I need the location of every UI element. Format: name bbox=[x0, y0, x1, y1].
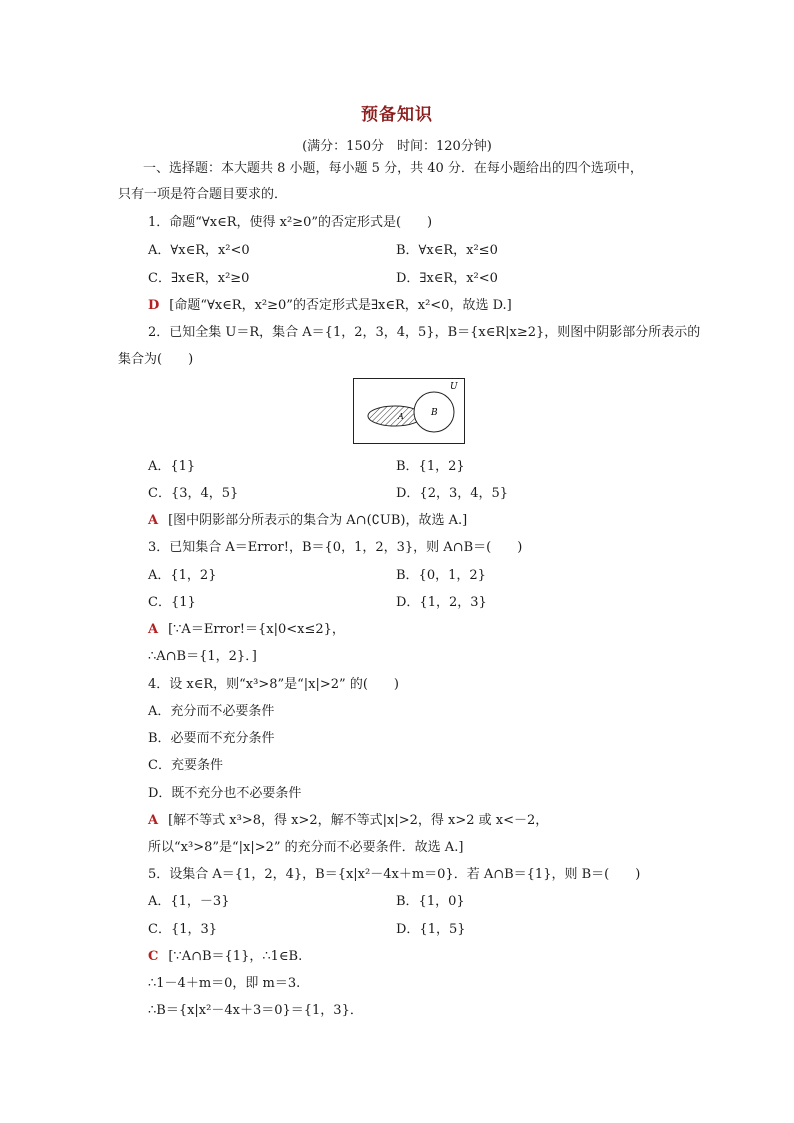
q4-answer-cont: 所以“x³>8”是“|x|>2” 的充分而不必要条件．故选 A.] bbox=[148, 840, 464, 855]
q5-answer-line-2: ∴B＝{x|x²－4x＋3＝0}＝{1，3}． bbox=[148, 1003, 363, 1018]
q2-option-d: D．{2，3，4，5} bbox=[396, 486, 509, 501]
q4-stem: 4．设 x∈R，则“x³>8”是“|x|>2” 的( ) bbox=[148, 677, 399, 692]
q2-answer bbox=[148, 512, 467, 530]
score-info: (满分：150分 时间：120分钟) bbox=[302, 139, 492, 154]
q4-option-a: A．充分而不必要条件 bbox=[148, 704, 275, 719]
q3-answer-text: [∵A＝Error!＝{x|0<x≤2}， bbox=[168, 622, 345, 637]
q2-option-b: B．{1，2} bbox=[396, 459, 465, 474]
q3-option-b: B．{0，1，2} bbox=[396, 568, 486, 583]
q1-answer-letter: D bbox=[148, 298, 160, 313]
venn-diagram bbox=[353, 378, 465, 444]
q4-option-c: C．充要条件 bbox=[148, 758, 223, 773]
q3-option-a: A．{1，2} bbox=[148, 568, 217, 583]
q4-answer-text: [解不等式 x³>8，得 x>2，解不等式|x|>2，得 x>2 或 x<－2， bbox=[168, 813, 549, 828]
section-intro-line-1: 一、选择题：本大题共 8 小题，每小题 5 分，共 40 分．在每小题给出的四个选项中， bbox=[143, 161, 643, 176]
q5-stem: 5．设集合 A＝{1，2，4}，B＝{x|x²－4x＋m＝0}．若 A∩B＝{1}，则 B＝( ) bbox=[148, 867, 641, 882]
q1-answer bbox=[148, 297, 512, 315]
q2-option-c: C．{3，4，5} bbox=[148, 486, 239, 501]
q3-option-d: D．{1，2，3} bbox=[396, 595, 487, 610]
q3-answer-letter: A bbox=[148, 622, 159, 637]
q1-option-b: B．∀x∈R，x²≤0 bbox=[396, 243, 498, 258]
q5-option-d: D．{1，5} bbox=[396, 922, 466, 937]
page-title: 预备知识 bbox=[361, 105, 433, 125]
q1-option-c: C．∃x∈R，x²≥0 bbox=[148, 271, 250, 286]
q5-answer bbox=[148, 948, 302, 966]
q4-answer-letter: A bbox=[148, 813, 159, 828]
q2-stem-line-1: 2．已知全集 U＝R，集合 A＝{1，2，3，4，5}，B＝{x∈R|x≥2}，则图中阴影部分所表示的 bbox=[148, 325, 701, 340]
q5-option-a: A．{1，－3} bbox=[148, 894, 230, 909]
q3-option-c: C．{1} bbox=[148, 595, 196, 610]
q5-answer-letter: C bbox=[148, 949, 159, 964]
q3-stem: 3．已知集合 A＝Error!，B＝{0，1，2，3}，则 A∩B＝( ) bbox=[148, 540, 523, 555]
q2-answer-text: [图中阴影部分所表示的集合为 A∩(∁UB)，故选 A.] bbox=[168, 513, 468, 528]
q3-answer-cont: ∴A∩B＝{1，2}．] bbox=[148, 649, 257, 664]
universe-label: U bbox=[450, 382, 458, 392]
q4-answer bbox=[148, 812, 548, 830]
q2-answer-letter: A bbox=[148, 513, 159, 528]
q5-option-c: C．{1，3} bbox=[148, 922, 218, 937]
set-a-label: A bbox=[398, 412, 404, 421]
set-b-label: B bbox=[431, 408, 438, 418]
q1-option-d: D．∃x∈R，x²<0 bbox=[396, 271, 498, 286]
q4-option-d: D．既不充分也不必要条件 bbox=[148, 786, 302, 801]
q4-option-b: B．必要而不充分条件 bbox=[148, 731, 275, 746]
q1-answer-text: [命题“∀x∈R，x²≥0”的否定形式是∃x∈R，x²<0，故选 D.] bbox=[169, 298, 512, 313]
q2-stem-line-2: 集合为( ) bbox=[118, 352, 194, 367]
q1-stem: 1．命题“∀x∈R，使得 x²≥0”的否定形式是( ) bbox=[148, 215, 433, 230]
section-intro-line-2: 只有一项是符合题目要求的． bbox=[118, 187, 288, 202]
q1-option-a: A．∀x∈R，x²<0 bbox=[148, 243, 250, 258]
q3-answer bbox=[148, 621, 345, 639]
q5-answer-text: [∵A∩B＝{1}，∴1∈B. bbox=[168, 949, 303, 964]
q5-answer-line-1: ∴1－4＋m＝0，即 m＝3. bbox=[148, 976, 301, 991]
q2-option-a: A．{1} bbox=[148, 459, 196, 474]
q5-option-b: B．{1，0} bbox=[396, 894, 465, 909]
